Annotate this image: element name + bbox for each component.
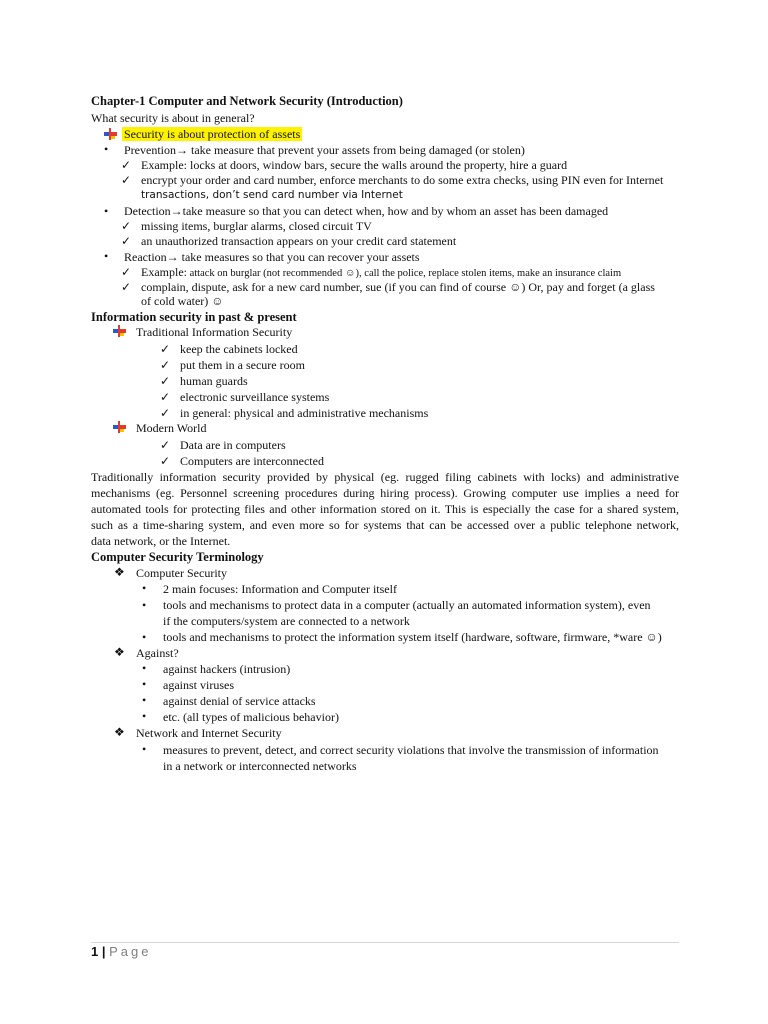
checkmark-icon: ✓ (160, 438, 171, 452)
prevention-item: Prevention→ take measure that prevent your assets from being damaged (or stolen) (124, 143, 525, 157)
section-heading: Information security in past & present (91, 310, 297, 324)
detection-item: Detection→take measure so that you can detect when, how and by whom an asset has been damaged (124, 204, 609, 218)
four-diamond-icon: ❖ (114, 565, 125, 579)
term-heading: Computer Security (136, 566, 227, 580)
list-item: in general: physical and administrative mechanisms (180, 406, 429, 420)
bullet-dot-icon: • (104, 204, 109, 218)
list-item: etc. (all types of malicious behavior) (163, 710, 339, 724)
bullet-dot-icon: • (142, 742, 147, 756)
checkmark-icon: ✓ (160, 390, 171, 404)
checkmark-icon: ✓ (121, 158, 132, 172)
page-label: Page (109, 944, 152, 959)
checkmark-icon: ✓ (160, 406, 171, 420)
list-item: an unauthorized transaction appears on your credit card statement (141, 234, 457, 248)
checkmark-icon: ✓ (121, 234, 132, 248)
list-item: Example: locks at doors, window bars, secure the walls around the property, hire a guard (141, 158, 568, 172)
checkmark-icon: ✓ (121, 173, 132, 187)
list-item: against hackers (intrusion) (163, 662, 291, 676)
flag-bullet-icon (113, 421, 126, 433)
list-item: Data are in computers (180, 438, 286, 452)
modern-heading: Modern World (136, 421, 207, 435)
chapter-title: Chapter-1 Computer and Network Security (Introduction) (91, 94, 403, 108)
list-item: tools and mechanisms to protect data in a computer (actually an automated information system), even (163, 598, 651, 612)
intro-question: What security is about in general? (91, 111, 255, 125)
traditional-heading: Traditional Information Security (136, 325, 293, 339)
list-item: keep the cabinets locked (180, 342, 298, 356)
checkmark-icon: ✓ (160, 342, 171, 356)
flag-bullet-icon (104, 128, 117, 140)
reaction-item: Reaction→ take measures so that you can recover your assets (124, 250, 420, 264)
list-item: measures to prevent, detect, and correct security violations that involve the transmission of information (163, 743, 659, 757)
four-diamond-icon: ❖ (114, 645, 125, 659)
bullet-dot-icon: • (142, 677, 147, 691)
list-item: complain, dispute, ask for a new card number, sue (if you can find of course ☺) Or, pay and forget (a glass (141, 280, 655, 294)
bullet-dot-icon: • (104, 142, 109, 156)
term-heading: Network and Internet Security (136, 726, 282, 740)
list-item: put them in a secure room (180, 358, 305, 372)
paragraph-line: automated tools for protecting files and other information stored on it. This is especially the case for a shared system, (91, 502, 679, 516)
list-item-continued: in a network or interconnected networks (163, 759, 357, 773)
checkmark-icon: ✓ (160, 374, 171, 388)
checkmark-icon: ✓ (121, 265, 132, 279)
bullet-dot-icon: • (104, 249, 109, 263)
footer-divider (91, 942, 679, 943)
flag-bullet-icon (113, 325, 126, 337)
bullet-dot-icon: • (142, 709, 147, 723)
bullet-dot-icon: • (142, 598, 147, 612)
four-diamond-icon: ❖ (114, 725, 125, 739)
page-number: 1 (91, 944, 99, 959)
checkmark-icon: ✓ (121, 219, 132, 233)
page-separator: | (98, 944, 110, 959)
list-item: encrypt your order and card number, enforce merchants to do some extra checks, using PIN even for Internet (141, 173, 664, 187)
highlighted-text: Security is about protection of assets (124, 127, 301, 141)
paragraph-line: mechanisms (eg. Personnel screening procedures during hiring process). Growing computer use implies a need for (91, 486, 679, 500)
page-footer (91, 944, 151, 960)
bullet-dot-icon: • (142, 581, 147, 595)
paragraph-line: Traditionally information security provided by physical (eg. rugged filing cabinets with locks) and administrative (91, 470, 679, 484)
list-item-continued: transactions, don’t send card number via Internet (141, 189, 403, 201)
list-item-continued: of cold water) ☺ (141, 294, 224, 308)
list-item: Computers are interconnected (180, 454, 324, 468)
list-item: 2 main focuses: Information and Computer itself (163, 582, 397, 596)
list-item: electronic surveillance systems (180, 390, 330, 404)
list-item: human guards (180, 374, 248, 388)
list-item: tools and mechanisms to protect the information system itself (hardware, software, firmware, *ware ☺) (163, 630, 662, 644)
list-item-continued: if the computers/system are connected to a network (163, 614, 410, 628)
checkmark-icon: ✓ (160, 454, 171, 468)
list-item: against denial of service attacks (163, 694, 316, 708)
bullet-dot-icon: • (142, 693, 147, 707)
bullet-dot-icon: • (142, 661, 147, 675)
checkmark-icon: ✓ (160, 358, 171, 372)
list-item: Example: attack on burglar (not recommended ☺), call the police, replace stolen items, make an insurance claim (141, 265, 622, 279)
term-heading: Against? (136, 646, 179, 660)
list-item: missing items, burglar alarms, closed circuit TV (141, 219, 372, 233)
checkmark-icon: ✓ (121, 280, 132, 294)
section-heading: Computer Security Terminology (91, 550, 264, 564)
list-item: against viruses (163, 678, 234, 692)
paragraph-line: such as a time-sharing system, and even more so for systems that can be accessed over a public telephone network, (91, 518, 679, 532)
bullet-dot-icon: • (142, 630, 147, 644)
paragraph-line: data network, or the Internet. (91, 534, 231, 548)
